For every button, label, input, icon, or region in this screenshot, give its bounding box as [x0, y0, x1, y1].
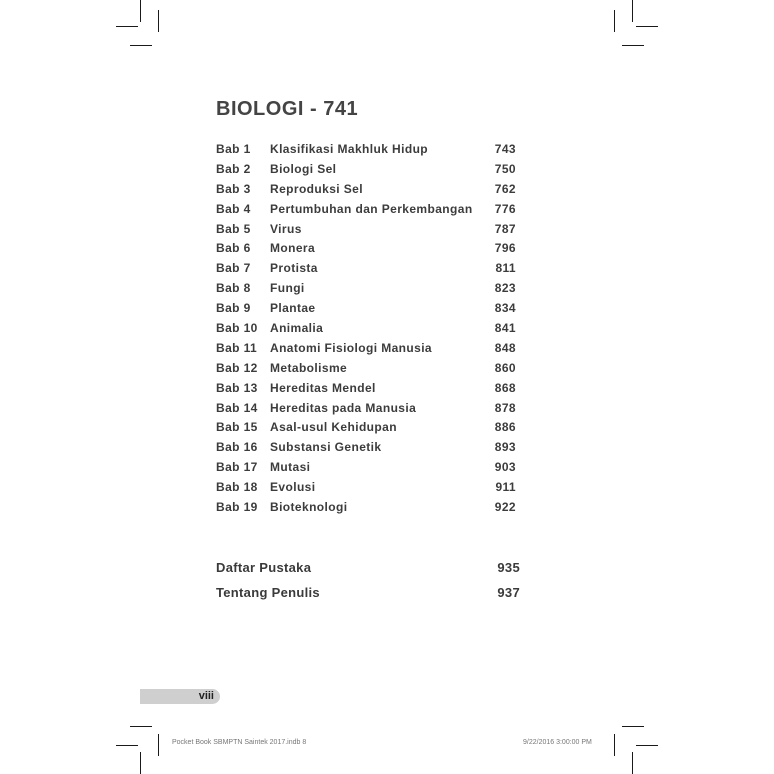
page-number-tab [140, 689, 220, 704]
chapter-page: 762 [494, 181, 516, 196]
crop-mark [632, 0, 633, 22]
chapter-number: Bab 1 [216, 142, 251, 156]
toc-entry[interactable] [216, 440, 520, 460]
crop-mark [140, 0, 141, 22]
toc-entry[interactable] [216, 142, 520, 162]
chapter-number: Bab 5 [216, 221, 251, 236]
chapter-title: Hereditas Mendel [270, 380, 376, 395]
chapter-page: 911 [495, 480, 516, 495]
chapter-title: Plantae [270, 301, 316, 316]
print-slug-timestamp: 9/22/2016 3:00:00 PM [523, 739, 592, 746]
toc-entry[interactable] [216, 222, 520, 242]
toc-entry[interactable] [216, 460, 520, 480]
chapter-page: 834 [494, 301, 516, 316]
crop-mark [632, 752, 633, 774]
chapter-number: Bab 18 [216, 480, 258, 495]
chapter-title: Fungi [270, 281, 305, 296]
chapter-title: Biologi Sel [270, 161, 337, 176]
chapter-number: Bab 11 [216, 340, 258, 355]
toc-entry[interactable] [216, 162, 520, 182]
chapter-number: Bab 6 [216, 241, 251, 256]
chapter-number: Bab 14 [216, 400, 258, 415]
toc-entry[interactable] [216, 202, 520, 222]
chapter-number: Bab 9 [216, 301, 251, 316]
chapter-number: Bab 15 [216, 420, 258, 435]
chapter-title: Klasifikasi Makhluk Hidup [270, 142, 429, 156]
page-number: viii [198, 690, 214, 702]
chapter-number: Bab 19 [216, 500, 258, 515]
toc-entry[interactable] [216, 420, 520, 440]
chapter-title: Bioteknologi [270, 500, 348, 515]
chapter-title: Hereditas pada Manusia [270, 400, 417, 415]
toc-entry[interactable] [216, 381, 520, 401]
chapter-page: 878 [494, 400, 516, 415]
chapter-title: Protista [270, 261, 318, 276]
chapter-page: 823 [494, 281, 516, 296]
entry-name: Daftar Pustaka [216, 560, 312, 575]
crop-mark [614, 10, 615, 32]
chapter-number: Bab 8 [216, 281, 251, 296]
chapter-title: Metabolisme [270, 360, 348, 375]
crop-mark [636, 26, 658, 27]
toc-entry[interactable] [216, 261, 520, 281]
chapter-number: Bab 2 [216, 161, 251, 176]
crop-mark [158, 734, 159, 756]
chapter-page: 776 [494, 201, 516, 216]
toc-entry[interactable] [216, 500, 520, 520]
toc-entry[interactable] [216, 182, 520, 202]
table-of-contents [216, 142, 520, 520]
toc-entry[interactable] [216, 341, 520, 361]
entry-page: 937 [497, 585, 520, 600]
chapter-page: 743 [494, 142, 516, 156]
chapter-page: 787 [494, 221, 516, 236]
crop-mark [140, 752, 141, 774]
chapter-page: 903 [494, 460, 516, 475]
chapter-title: Reproduksi Sel [270, 181, 363, 196]
chapter-number: Bab 4 [216, 201, 251, 216]
chapter-title: Pertumbuhan dan Perkembangan [270, 201, 473, 216]
chapter-title: Substansi Genetik [270, 440, 382, 455]
chapter-title: Anatomi Fisiologi Manusia [270, 340, 433, 355]
chapter-page: 893 [494, 440, 516, 455]
chapter-number: Bab 13 [216, 380, 258, 395]
chapter-page: 811 [495, 261, 516, 276]
crop-mark [614, 734, 615, 756]
crop-mark [116, 745, 138, 746]
chapter-page: 922 [494, 500, 516, 515]
chapter-page: 750 [494, 161, 516, 176]
chapter-page: 796 [494, 241, 516, 256]
chapter-page: 848 [494, 340, 516, 355]
chapter-title: Animalia [270, 321, 324, 336]
chapter-page: 868 [494, 380, 516, 395]
chapter-number: Bab 7 [216, 261, 251, 276]
chapter-title: Asal-usul Kehidupan [270, 420, 397, 435]
crop-mark [130, 45, 152, 46]
toc-entry-daftar-pustaka[interactable] [216, 560, 520, 575]
chapter-page: 860 [494, 360, 516, 375]
crop-mark [116, 26, 138, 27]
toc-entry[interactable] [216, 361, 520, 381]
chapter-number: Bab 10 [216, 321, 258, 336]
chapter-page: 841 [494, 321, 516, 336]
chapter-number: Bab 3 [216, 181, 251, 196]
toc-entry[interactable] [216, 321, 520, 341]
crop-mark [622, 726, 644, 727]
crop-mark [636, 745, 658, 746]
crop-mark [158, 10, 159, 32]
toc-entry[interactable] [216, 241, 520, 261]
chapter-number: Bab 17 [216, 460, 258, 475]
entry-page: 935 [497, 560, 520, 575]
print-slug-file: Pocket Book SBMPTN Saintek 2017.indb 8 [172, 739, 307, 746]
toc-entry[interactable] [216, 401, 520, 421]
toc-entry[interactable] [216, 301, 520, 321]
chapter-title: Evolusi [270, 480, 316, 495]
chapter-number: Bab 16 [216, 440, 258, 455]
chapter-title: Mutasi [270, 460, 311, 475]
crop-mark [622, 45, 644, 46]
chapter-title: Virus [270, 221, 302, 236]
toc-entry-tentang-penulis[interactable] [216, 585, 520, 600]
chapter-title: Monera [270, 241, 316, 256]
chapter-number: Bab 12 [216, 360, 258, 375]
toc-entry[interactable] [216, 281, 520, 301]
entry-name: Tentang Penulis [216, 585, 320, 600]
crop-mark [130, 726, 152, 727]
page-title: BIOLOGI - 741 [216, 98, 359, 120]
toc-entry[interactable] [216, 480, 520, 500]
chapter-page: 886 [494, 420, 516, 435]
